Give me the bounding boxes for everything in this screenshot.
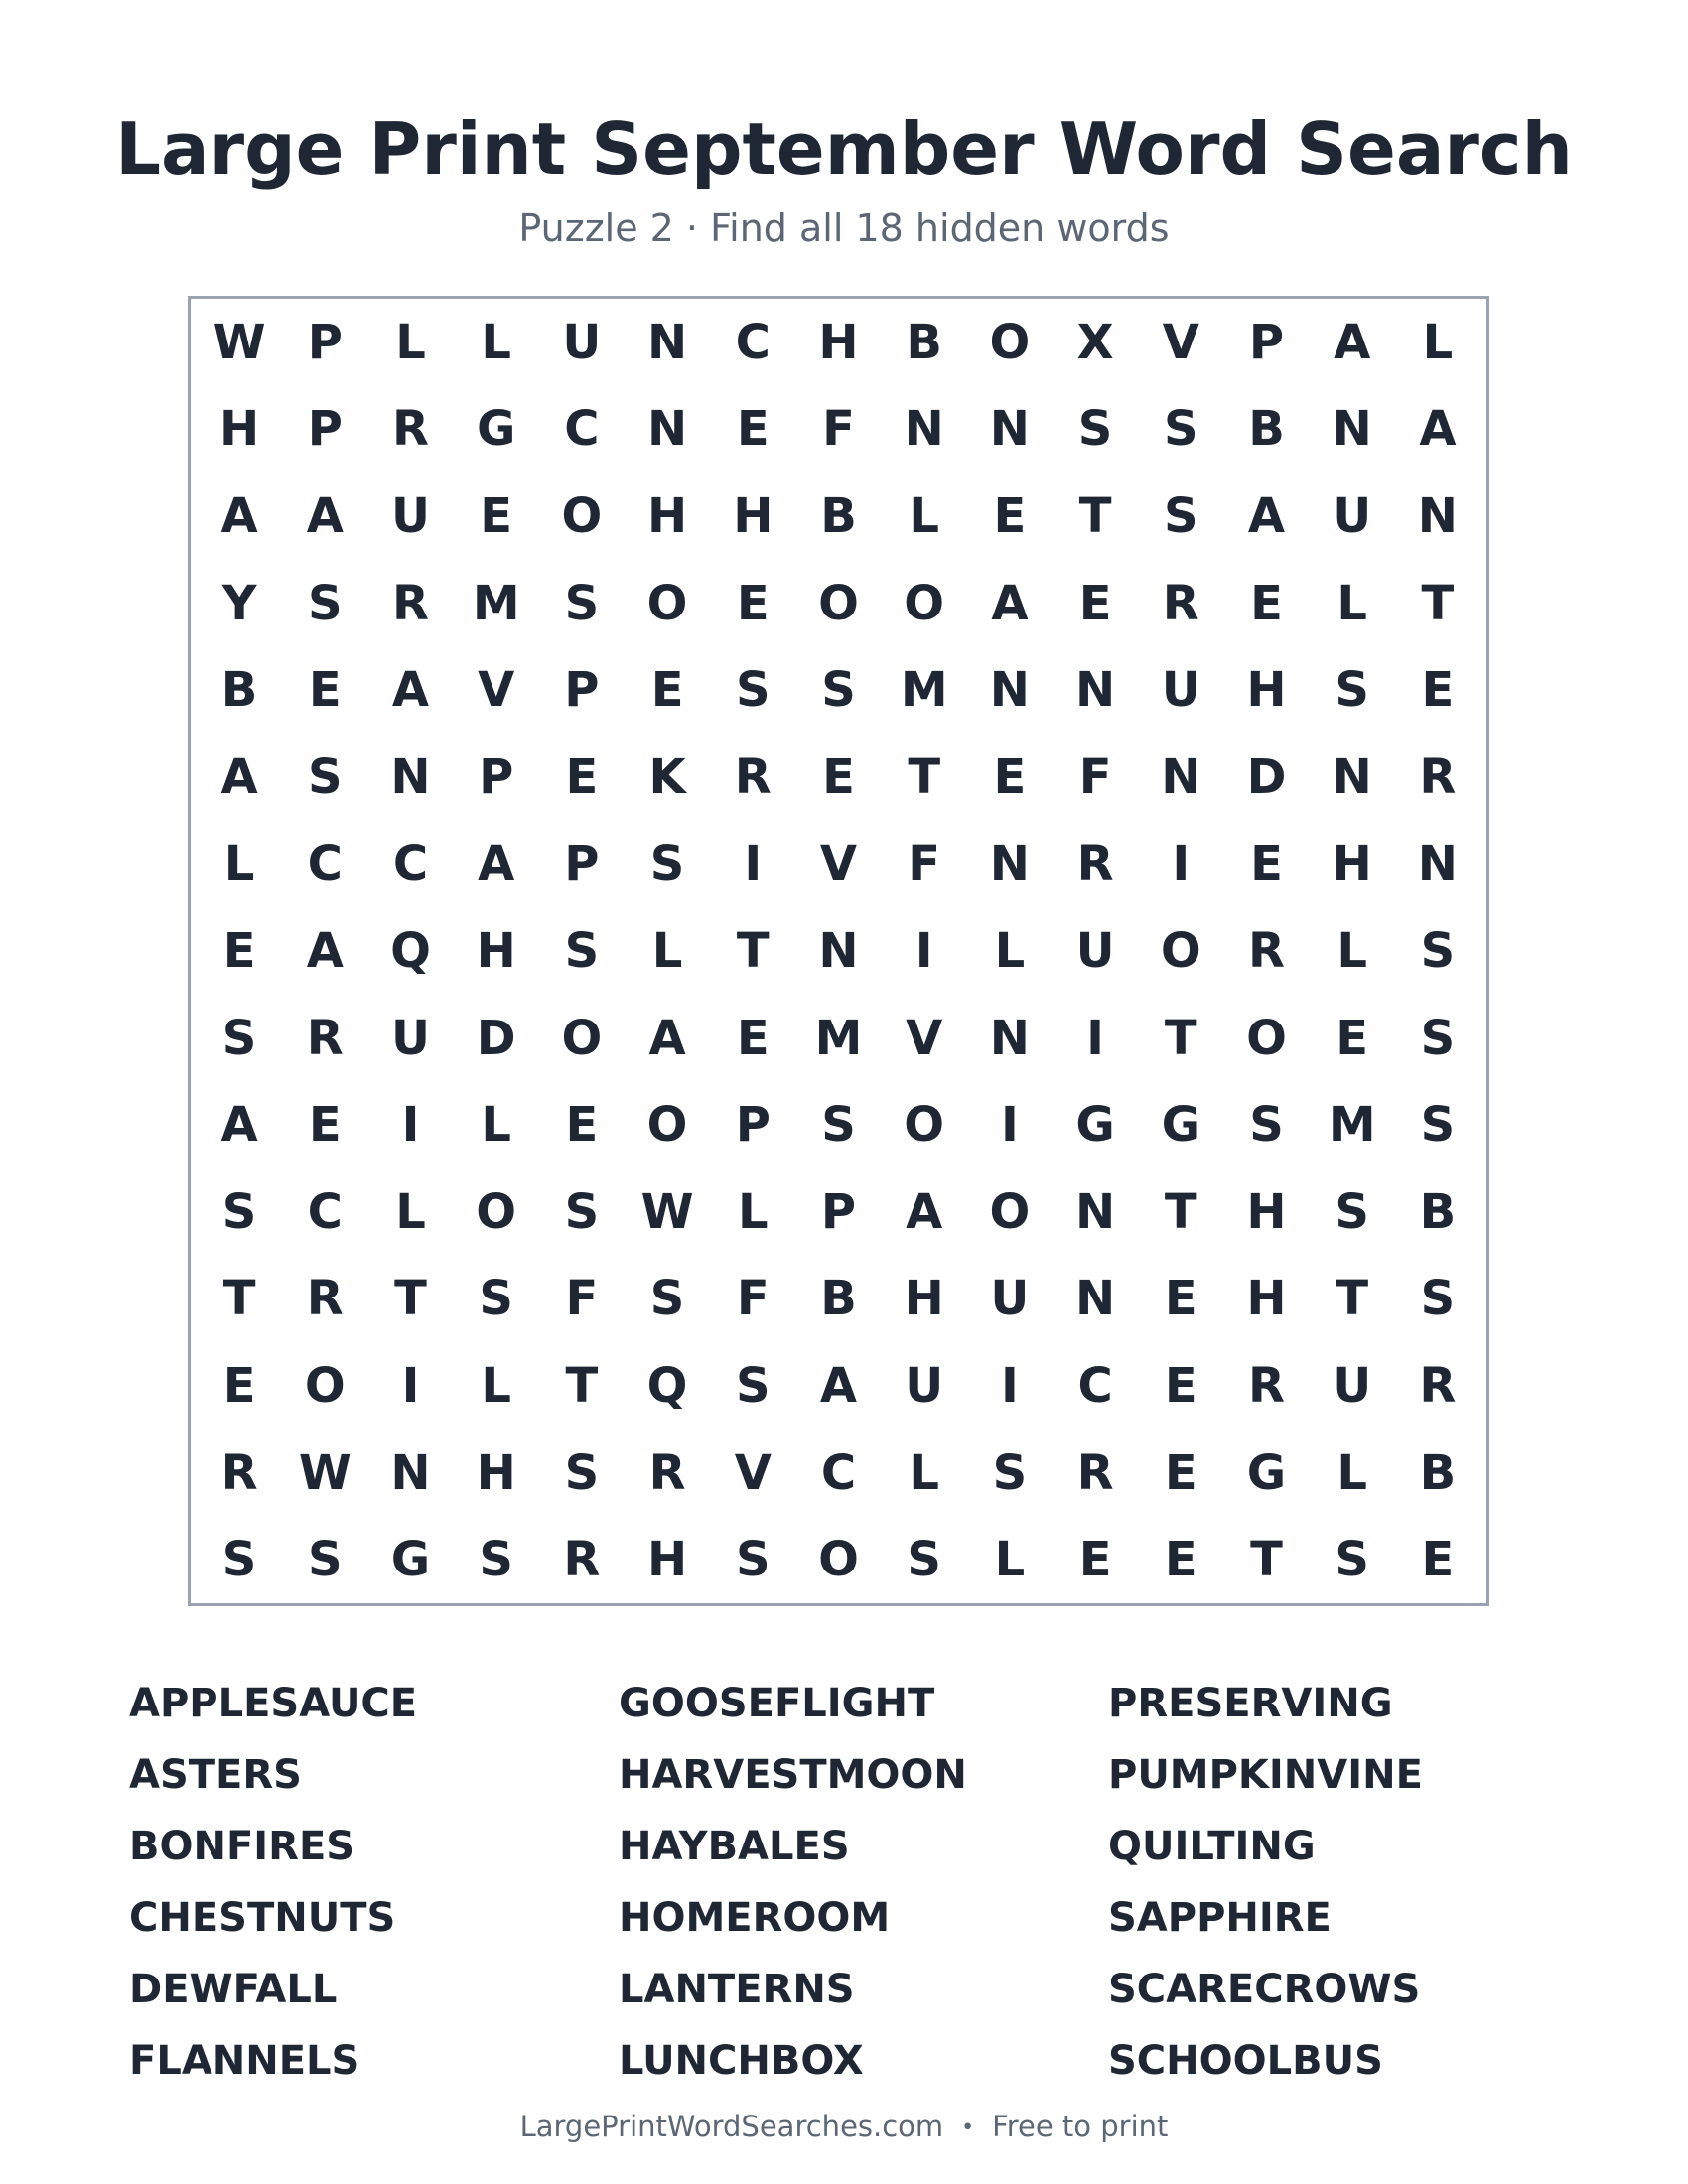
grid-cell[interactable]: I (401, 1097, 420, 1154)
grid-cell[interactable]: V (819, 836, 858, 892)
grid-cell[interactable]: A (306, 487, 344, 544)
footer-site[interactable]: LargePrintWordSearches.com (519, 2110, 944, 2143)
grid-cell[interactable]: P (307, 401, 343, 458)
grid-cell[interactable]: T (222, 1271, 256, 1327)
grid-cell[interactable]: O (989, 1183, 1031, 1240)
grid-cell[interactable]: O (646, 575, 688, 631)
grid-cell[interactable]: C (564, 401, 600, 458)
grid-cell[interactable]: H (733, 487, 774, 544)
grid-cell[interactable]: L (395, 314, 426, 370)
grid-cell[interactable]: S (821, 662, 856, 719)
grid-cell[interactable]: E (1250, 836, 1283, 892)
grid-cell[interactable]: R (306, 1271, 344, 1327)
grid-cell[interactable]: W (212, 314, 266, 370)
grid-cell[interactable]: L (994, 1532, 1026, 1588)
grid-cell[interactable]: U (1333, 487, 1372, 544)
grid-cell[interactable]: L (395, 1183, 426, 1240)
grid-cell[interactable]: L (481, 1357, 511, 1414)
word-list-item: PUMPKINVINE (1108, 1752, 1423, 1798)
grid-cell[interactable]: N (1417, 836, 1458, 892)
grid-cell[interactable]: S (736, 662, 771, 719)
grid-cell[interactable]: N (989, 662, 1030, 719)
grid-cell[interactable]: A (819, 1357, 858, 1414)
footer (0, 2107, 1688, 2148)
grid-cell[interactable]: F (908, 836, 941, 892)
grid-cell[interactable]: S (564, 922, 600, 979)
grid-cell[interactable]: A (220, 487, 258, 544)
word-list-item: APPLESAUCE (129, 1681, 418, 1726)
grid-cell[interactable]: R (1248, 1357, 1285, 1414)
grid-cell[interactable]: L (481, 314, 511, 370)
grid-cell[interactable]: H (818, 314, 859, 370)
grid-cell[interactable]: E (822, 749, 855, 805)
grid-cell[interactable]: T (1336, 1271, 1369, 1327)
grid-cell[interactable]: V (1162, 314, 1199, 370)
grid-cell[interactable]: S (1164, 401, 1198, 458)
grid-cell[interactable]: P (564, 836, 600, 892)
grid-cell[interactable]: R (306, 1010, 344, 1066)
grid-cell[interactable]: H (1246, 1183, 1287, 1240)
grid-cell[interactable]: N (1075, 1271, 1116, 1327)
grid-cell[interactable]: M (472, 575, 520, 631)
grid-cell[interactable]: G (1161, 1097, 1200, 1154)
grid-cell[interactable]: O (646, 1097, 688, 1154)
grid-cell[interactable]: A (220, 1097, 258, 1154)
grid-cell[interactable]: O (904, 575, 945, 631)
word-list-item: CHESTNUTS (129, 1895, 396, 1941)
page-subtitle: Puzzle 2 · Find all 18 hidden words (518, 206, 1170, 250)
word-list-item: HAYBALES (619, 1824, 850, 1869)
grid-cell[interactable]: S (1077, 401, 1113, 458)
grid-cell[interactable]: N (989, 836, 1030, 892)
grid-cell[interactable]: E (1250, 575, 1283, 631)
grid-cell[interactable]: P (479, 749, 514, 805)
grid-cell[interactable]: S (992, 1444, 1028, 1501)
grid-cell[interactable]: T (1250, 1532, 1283, 1588)
grid-cell[interactable]: I (1086, 1010, 1105, 1066)
grid-cell[interactable]: U (391, 1010, 430, 1066)
grid-cell[interactable]: S (649, 836, 685, 892)
grid-cell[interactable]: N (989, 1010, 1030, 1066)
grid-cell[interactable]: R (1076, 1444, 1114, 1501)
grid-cell[interactable]: C (307, 836, 343, 892)
page-title: Large Print September Word Search (115, 107, 1573, 191)
grid-cell[interactable]: E (993, 749, 1027, 805)
word-list-item: BONFIRES (129, 1824, 355, 1869)
grid-cell[interactable]: B (820, 1271, 857, 1327)
grid-cell[interactable]: X (1076, 314, 1114, 370)
grid-cell[interactable]: B (1248, 401, 1285, 458)
grid-cell[interactable]: D (476, 1010, 516, 1066)
word-list-item: LUNCHBOX (619, 2038, 864, 2084)
grid-cell[interactable]: S (221, 1183, 257, 1240)
grid-cell[interactable]: I (914, 922, 933, 979)
grid-cell[interactable]: R (392, 401, 429, 458)
grid-cell[interactable]: T (736, 922, 770, 979)
grid-cell[interactable]: E (1078, 1532, 1112, 1588)
grid-cell[interactable]: G (476, 401, 516, 458)
grid-cell[interactable]: R (648, 1444, 686, 1501)
grid-cell[interactable]: R (392, 575, 429, 631)
grid-cell[interactable]: H (647, 1532, 688, 1588)
grid-cell[interactable]: O (818, 1532, 859, 1588)
grid-cell[interactable]: N (647, 401, 688, 458)
grid-cell[interactable]: B (906, 314, 942, 370)
word-list-item: GOOSEFLIGHT (619, 1681, 935, 1726)
grid-cell[interactable]: A (478, 836, 515, 892)
grid-cell[interactable]: L (1422, 314, 1454, 370)
grid-cell[interactable]: L (1336, 1444, 1367, 1501)
grid-cell[interactable]: I (401, 1357, 420, 1414)
word-list-item: QUILTING (1108, 1824, 1316, 1869)
grid-cell[interactable]: N (1161, 749, 1201, 805)
grid-cell[interactable]: A (391, 662, 430, 719)
footer-note: Free to print (992, 2110, 1169, 2143)
grid-cell[interactable]: S (564, 1183, 600, 1240)
grid-cell[interactable]: H (647, 487, 688, 544)
grid-cell[interactable]: E (1164, 1357, 1197, 1414)
grid-cell[interactable]: E (736, 401, 770, 458)
grid-cell[interactable]: L (1336, 575, 1367, 631)
grid-cell[interactable]: P (564, 662, 600, 719)
grid-cell[interactable]: S (1420, 922, 1456, 979)
grid-cell[interactable]: O (818, 575, 859, 631)
grid-cell[interactable]: O (561, 487, 603, 544)
grid-cell[interactable]: S (1420, 1097, 1456, 1154)
grid-cell[interactable]: N (1332, 749, 1372, 805)
grid-cell[interactable]: S (1249, 1097, 1284, 1154)
grid-cell[interactable]: H (1246, 1271, 1287, 1327)
word-list-item: PRESERVING (1108, 1681, 1393, 1726)
grid-cell[interactable]: N (647, 314, 688, 370)
grid-cell[interactable]: V (734, 1444, 772, 1501)
grid-cell[interactable]: K (648, 749, 686, 805)
grid-cell[interactable]: E (993, 487, 1027, 544)
grid-cell[interactable]: I (1000, 1357, 1019, 1414)
grid-cell[interactable]: F (822, 401, 855, 458)
grid-cell[interactable]: R (1162, 575, 1199, 631)
grid-cell[interactable]: T (565, 1357, 599, 1414)
grid-cell[interactable]: B (820, 487, 857, 544)
grid-cell[interactable]: E (1164, 1532, 1197, 1588)
grid-cell[interactable]: P (1248, 314, 1285, 370)
word-list-item: HARVESTMOON (619, 1752, 967, 1798)
grid-cell[interactable]: A (648, 1010, 686, 1066)
grid-cell[interactable]: A (1419, 401, 1457, 458)
grid-cell[interactable]: S (221, 1010, 257, 1066)
grid-cell[interactable]: Q (646, 1357, 688, 1414)
grid-cell[interactable]: L (737, 1183, 769, 1240)
grid-cell[interactable]: I (1172, 836, 1191, 892)
word-list-item: DEWFALL (129, 1967, 338, 2012)
grid-cell[interactable]: F (565, 1271, 599, 1327)
grid-cell[interactable]: B (1419, 1183, 1457, 1240)
word-list-item: FLANNELS (129, 2038, 360, 2084)
grid-cell[interactable]: R (1419, 1357, 1457, 1414)
grid-cell[interactable]: M (1328, 1097, 1376, 1154)
grid-cell[interactable]: N (390, 749, 431, 805)
grid-cell[interactable]: H (219, 401, 260, 458)
grid-cell[interactable]: P (820, 1183, 857, 1240)
grid-cell[interactable]: U (990, 1271, 1030, 1327)
grid-cell[interactable]: E (736, 575, 770, 631)
grid-cell[interactable]: I (1000, 1097, 1019, 1154)
grid-cell[interactable]: E (1164, 1271, 1197, 1327)
grid-cell[interactable]: S (736, 1532, 771, 1588)
grid-cell[interactable]: V (906, 1010, 943, 1066)
grid-cell[interactable]: O (476, 1183, 517, 1240)
grid-cell[interactable]: S (564, 1444, 600, 1501)
word-list-item: SCARECROWS (1108, 1967, 1421, 2012)
grid-cell[interactable]: A (306, 922, 344, 979)
grid-cell[interactable]: N (989, 401, 1030, 458)
word-list-item: LANTERNS (619, 1967, 855, 2012)
footer-separator: • (961, 2116, 975, 2140)
grid-cell[interactable]: E (222, 922, 256, 979)
grid-cell[interactable]: N (1075, 662, 1116, 719)
grid-cell[interactable]: S (1420, 1271, 1456, 1327)
grid-cell[interactable]: E (1421, 1532, 1455, 1588)
grid-cell[interactable]: E (308, 1097, 342, 1154)
grid-cell[interactable]: B (220, 662, 258, 719)
grid-cell[interactable]: H (904, 1271, 944, 1327)
grid-cell[interactable]: P (735, 1097, 771, 1154)
grid-cell[interactable]: E (480, 487, 513, 544)
word-list (129, 1668, 1599, 2097)
grid-cell[interactable]: F (1078, 749, 1112, 805)
grid-cell[interactable]: R (1248, 922, 1285, 979)
grid-cell[interactable]: Y (221, 575, 257, 631)
grid-cell[interactable]: L (909, 1444, 939, 1501)
grid-cell[interactable]: S (308, 1532, 343, 1588)
grid-cell[interactable]: G (1075, 1097, 1115, 1154)
grid-cell[interactable]: E (1336, 1010, 1369, 1066)
grid-cell[interactable]: H (1332, 836, 1372, 892)
grid-cell[interactable]: S (308, 749, 343, 805)
word-list-item: HOMEROOM (619, 1895, 891, 1941)
grid-cell[interactable]: U (562, 314, 602, 370)
grid-cell[interactable]: C (735, 314, 771, 370)
grid-cell[interactable]: S (821, 1097, 856, 1154)
grid-cell[interactable]: A (1247, 487, 1286, 544)
grid-cell[interactable]: W (298, 1444, 352, 1501)
grid-cell[interactable]: Q (390, 922, 431, 979)
grid-cell[interactable]: A (1334, 314, 1371, 370)
grid-cell[interactable]: D (1246, 749, 1287, 805)
grid-cell[interactable]: L (909, 487, 939, 544)
grid-cell[interactable]: W (640, 1183, 694, 1240)
grid-cell[interactable]: F (736, 1271, 770, 1327)
grid-cell[interactable]: N (904, 401, 944, 458)
grid-cell[interactable]: S (907, 1532, 941, 1588)
grid-cell[interactable]: U (1333, 1357, 1372, 1414)
word-list-item: ASTERS (129, 1752, 302, 1798)
grid-cell[interactable]: E (308, 662, 342, 719)
grid-cell[interactable]: O (561, 1010, 603, 1066)
grid-cell[interactable]: T (1078, 487, 1112, 544)
grid-cell[interactable]: R (563, 1532, 601, 1588)
grid-cell[interactable]: S (1335, 1532, 1369, 1588)
grid-cell[interactable]: E (565, 749, 599, 805)
grid-cell[interactable]: E (1078, 575, 1112, 631)
grid-cell[interactable]: E (1164, 1444, 1197, 1501)
grid-cell[interactable]: L (223, 836, 255, 892)
grid-cell[interactable]: V (478, 662, 515, 719)
grid-cell[interactable]: R (220, 1444, 258, 1501)
grid-cell[interactable]: R (734, 749, 772, 805)
grid-cell[interactable]: N (818, 922, 859, 979)
grid-cell[interactable]: T (1164, 1010, 1197, 1066)
grid-cell[interactable]: O (904, 1097, 945, 1154)
grid-cell[interactable]: N (390, 1444, 431, 1501)
grid-cell[interactable]: A (991, 575, 1029, 631)
grid-cell[interactable]: S (479, 1271, 513, 1327)
grid-cell[interactable]: N (1332, 401, 1372, 458)
grid-cell[interactable]: M (814, 1010, 863, 1066)
grid-cell[interactable]: H (476, 922, 516, 979)
grid-cell[interactable]: U (391, 487, 430, 544)
grid-cell[interactable]: T (908, 749, 941, 805)
grid-cell[interactable]: B (1419, 1444, 1457, 1501)
grid-cell[interactable]: N (1417, 487, 1458, 544)
word-list-item: SAPPHIRE (1108, 1895, 1332, 1941)
grid-cell[interactable]: E (736, 1010, 770, 1066)
grid-cell[interactable]: G (390, 1532, 431, 1588)
grid-cell[interactable]: N (1075, 1183, 1116, 1240)
grid-cell[interactable]: S (1420, 1010, 1456, 1066)
grid-cell[interactable]: G (1246, 1444, 1287, 1501)
grid-cell[interactable]: L (481, 1097, 511, 1154)
grid-cell[interactable]: U (1075, 922, 1115, 979)
grid-cell[interactable]: S (1335, 662, 1369, 719)
grid-cell[interactable]: I (744, 836, 763, 892)
grid-cell[interactable]: E (650, 662, 684, 719)
grid-cell[interactable]: S (479, 1532, 513, 1588)
grid-cell[interactable]: O (1160, 922, 1201, 979)
grid-cell[interactable]: S (1164, 487, 1198, 544)
grid-cell[interactable]: S (736, 1357, 771, 1414)
grid-cell[interactable]: O (1246, 1010, 1287, 1066)
grid-cell[interactable]: L (994, 922, 1026, 979)
grid-cell[interactable]: L (651, 922, 683, 979)
grid-cell[interactable]: O (304, 1357, 346, 1414)
grid-cell[interactable]: E (1421, 662, 1455, 719)
grid-cell[interactable]: A (220, 749, 258, 805)
grid-cell[interactable]: U (1161, 662, 1200, 719)
grid-cell[interactable]: E (565, 1097, 599, 1154)
grid-cell[interactable]: R (1419, 749, 1457, 805)
grid-cell[interactable]: S (649, 1271, 685, 1327)
grid-cell[interactable]: S (308, 575, 343, 631)
grid-cell[interactable]: C (392, 836, 429, 892)
grid-cell[interactable]: M (900, 662, 948, 719)
grid-cell[interactable]: C (1077, 1357, 1113, 1414)
grid-cell[interactable]: T (1164, 1183, 1197, 1240)
grid-cell[interactable]: O (989, 314, 1031, 370)
grid-cell[interactable]: P (307, 314, 343, 370)
grid-cell[interactable]: U (905, 1357, 944, 1414)
grid-cell[interactable]: H (476, 1444, 516, 1501)
grid-cell[interactable]: H (1246, 662, 1287, 719)
grid-cell[interactable]: E (222, 1357, 256, 1414)
grid-cell[interactable]: T (394, 1271, 427, 1327)
grid-cell[interactable]: T (1421, 575, 1455, 631)
puzzle-grid (188, 296, 1489, 1606)
grid-cell[interactable]: R (1076, 836, 1114, 892)
word-list-item: SCHOOLBUS (1108, 2038, 1383, 2084)
grid-cell[interactable]: L (1336, 922, 1367, 979)
grid-cell[interactable]: C (820, 1444, 857, 1501)
grid-cell[interactable]: S (221, 1532, 257, 1588)
grid-cell[interactable]: S (1335, 1183, 1369, 1240)
grid-cell[interactable]: S (564, 575, 600, 631)
grid-cell[interactable]: C (307, 1183, 343, 1240)
grid-cell[interactable]: A (906, 1183, 943, 1240)
